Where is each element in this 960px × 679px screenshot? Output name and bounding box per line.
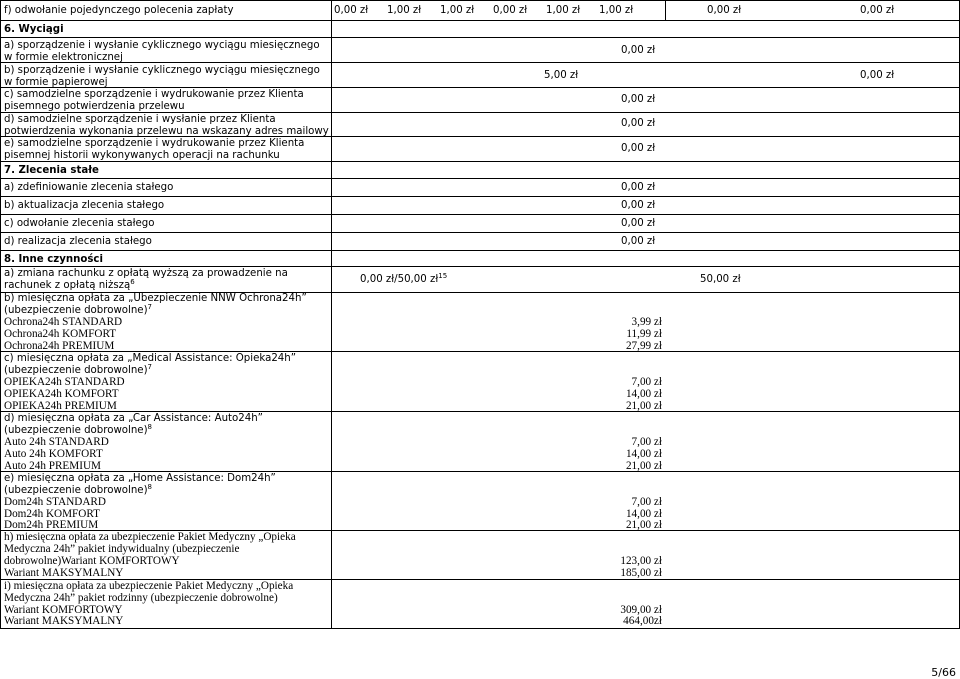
fee-value: 0,00 zł [334, 5, 369, 16]
fee-value: 0,00 zł [621, 182, 656, 193]
row-label: b) sporządzenie i wysłanie cyklicznego wyciągu miesięcznego [4, 65, 320, 76]
fee-value: 123,00 zł [620, 555, 662, 567]
variant-label: Dom24h KOMFORT [4, 508, 100, 520]
fee-value: 7,00 zł [631, 376, 662, 388]
row-label: potwierdzenia wykonania przelewu na wskazany adres mailowy [4, 126, 329, 137]
row-label-text: (ubezpieczenie dobrowolne) [4, 305, 148, 316]
fee-value: 21,00 zł [625, 460, 662, 472]
fee-value: 0,00 zł [621, 200, 656, 211]
variant-label: Ochrona24h STANDARD [4, 316, 123, 328]
section-title: 7. Zlecenia stałe [4, 165, 99, 176]
fee-value: 21,00 zł [625, 519, 662, 531]
row-label: b) aktualizacja zlecenia stałego [4, 200, 165, 211]
variant-label: Auto 24h KOMFORT [4, 448, 103, 460]
footnote-ref: 6 [130, 278, 135, 286]
row-label: Medyczna 24h” pakiet rodzinny (ubezpieczenie dobrowolne) [4, 592, 278, 604]
footnote-ref: 8 [147, 483, 153, 491]
row-label: Wariant MAKSYMALNY [4, 567, 124, 579]
row-border [0, 214, 960, 215]
fee-value [360, 274, 447, 286]
row-label-text: rachunek z opłatą niższą [4, 280, 131, 291]
row-label: Wariant KOMFORTOWY [4, 604, 123, 616]
variant-label: Ochrona24h KOMFORT [4, 328, 117, 340]
row-label [4, 280, 135, 292]
fee-value: 309,00 zł [620, 604, 662, 616]
variant-label: OPIEKA24h STANDARD [4, 376, 125, 388]
table-divider-col [665, 0, 666, 20]
row-label: c) samodzielne sporządzenie i wydrukowanie przez Klienta [4, 89, 304, 100]
variant-label: OPIEKA24h KOMFORT [4, 388, 119, 400]
variant-label: Dom24h PREMIUM [4, 519, 99, 531]
row-label-text: (ubezpieczenie dobrowolne) [4, 365, 148, 376]
fee-value: 0,00 zł [621, 143, 656, 154]
row-border [0, 62, 960, 63]
variant-label: Auto 24h PREMIUM [4, 460, 101, 472]
fee-value: 21,00 zł [625, 400, 662, 412]
fee-value: 14,00 zł [625, 508, 662, 520]
row-border [0, 178, 960, 179]
fee-value: 7,00 zł [631, 436, 662, 448]
row-border [0, 250, 960, 251]
fee-value: 0,00 zł [860, 5, 895, 16]
fee-value: 0,00 zł [621, 45, 656, 56]
row-label: d) realizacja zlecenia stałego [4, 236, 152, 247]
row-border [0, 87, 960, 88]
footnote-ref: 8 [147, 423, 153, 431]
fee-value: 14,00 zł [625, 448, 662, 460]
row-label: w formie elektronicznej [4, 52, 123, 63]
footnote-ref: 7 [147, 363, 153, 371]
fee-value: 0,00 zł [621, 218, 656, 229]
row-label: w formie papierowej [4, 77, 108, 88]
fee-value: 14,00 zł [625, 388, 662, 400]
row-border [0, 232, 960, 233]
row-border [0, 628, 960, 629]
row-label: c) miesięczna opłata za „Medical Assistance: Opieka24h” [4, 353, 297, 364]
fee-value: 5,00 zł [544, 70, 579, 81]
fee-value: 185,00 zł [620, 567, 662, 579]
fee-value: 0,00 zł [707, 5, 742, 16]
variant-label: Dom24h STANDARD [4, 496, 106, 508]
fee-value-text: 0,00 zł/50,00 zł [360, 274, 439, 285]
row-border [0, 196, 960, 197]
fee-value: 1,00 zł [387, 5, 422, 16]
fee-value: 1,00 zł [546, 5, 581, 16]
row-label: dobrowolne)Wariant KOMFORTOWY [4, 555, 180, 567]
fee-value: 464,00zł [623, 615, 662, 627]
fee-value: 0,00 zł [621, 236, 656, 247]
table-left-border [0, 0, 1, 629]
row-label: e) samodzielne sporządzenie i wydrukowanie przez Klienta [4, 138, 305, 149]
row-label: h) miesięczna opłata za ubezpieczenie Pakiet Medyczny „Opieka [4, 531, 296, 543]
row-label: c) odwołanie zlecenia stałego [4, 218, 155, 229]
row-label: e) miesięczna opłata za „Home Assistance: Dom24h” [4, 473, 276, 484]
row-label: pisemnego potwierdzenia przelewu [4, 101, 185, 112]
fee-value: 7,00 zł [631, 496, 662, 508]
fee-value: 27,99 zł [625, 340, 662, 352]
section-title: 8. Inne czynności [4, 254, 103, 265]
fee-value: 50,00 zł [700, 274, 741, 285]
row-border [0, 20, 960, 21]
fee-value: 3,99 zł [631, 316, 662, 328]
row-border [0, 37, 960, 38]
row-label: pisemnej historii wykonywanych operacji na rachunku [4, 150, 280, 161]
row-label: a) zmiana rachunku z opłatą wyższą za prowadzenie na [4, 268, 288, 279]
row-label-text: (ubezpieczenie dobrowolne) [4, 425, 148, 436]
row-label: f) odwołanie pojedynczego polecenia zapłaty [4, 5, 234, 16]
row-label: a) sporządzenie i wysłanie cyklicznego wyciągu miesięcznego [4, 40, 320, 51]
row-label: b) miesięczna opłata za „Ubezpieczenie NNW Ochrona24h” [4, 293, 307, 304]
variant-label: OPIEKA24h PREMIUM [4, 400, 117, 412]
variant-label: Auto 24h STANDARD [4, 436, 109, 448]
row-border [0, 411, 960, 412]
row-label: Medyczna 24h” pakiet indywidualny (ubezpieczenie [4, 543, 240, 555]
row-label: a) zdefiniowanie zlecenia stałego [4, 182, 174, 193]
row-border [0, 351, 960, 352]
row-label: d) miesięczna opłata za „Car Assistance: Auto24h” [4, 413, 263, 424]
row-label-text: (ubezpieczenie dobrowolne) [4, 485, 148, 496]
footnote-ref: 15 [438, 272, 448, 280]
row-border [0, 0, 960, 1]
fee-value: 1,00 zł [599, 5, 634, 16]
row-border [0, 471, 960, 472]
row-label: d) samodzielne sporządzenie i wysłanie przez Klienta [4, 114, 276, 125]
fee-value: 0,00 zł [493, 5, 528, 16]
table-divider-label [331, 0, 332, 629]
row-border [0, 266, 960, 267]
row-label: i) miesięczna opłata za ubezpieczenie Pakiet Medyczny „Opieka [4, 580, 294, 592]
fee-value: 11,99 zł [626, 328, 662, 340]
fee-value: 1,00 zł [440, 5, 475, 16]
section-title: 6. Wyciągi [4, 24, 64, 35]
page-number: 5/66 [931, 666, 956, 679]
fee-value: 0,00 zł [860, 70, 895, 81]
fee-value: 0,00 zł [621, 118, 656, 129]
row-label: Wariant MAKSYMALNY [4, 615, 124, 627]
footnote-ref: 7 [147, 303, 153, 311]
fee-value: 0,00 zł [621, 94, 656, 105]
variant-label: Ochrona24h PREMIUM [4, 340, 115, 352]
